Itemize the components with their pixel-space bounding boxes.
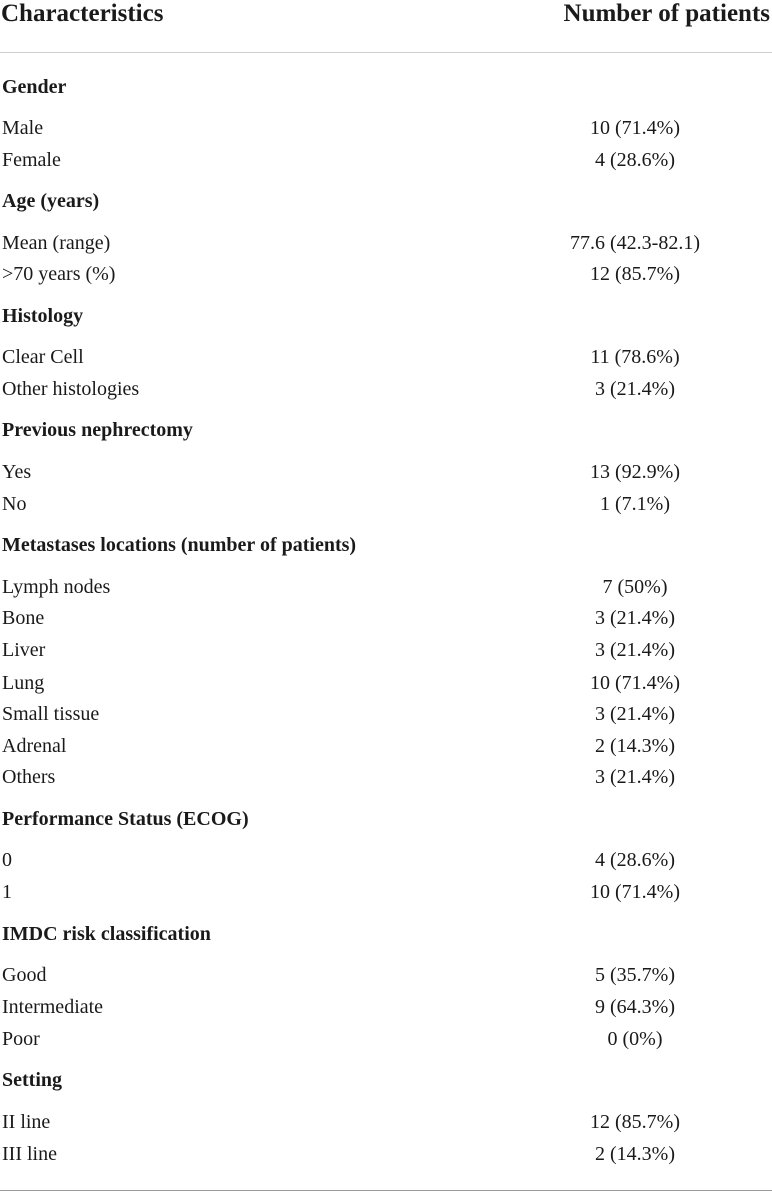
row-label: Other histologies [2,378,140,400]
table-row [0,145,772,175]
row-value: 11 (78.6%) [590,346,680,368]
row-label: IMDC risk classification [2,923,211,945]
row-label: Age (years) [2,190,100,212]
section-row-performance-status [0,804,772,834]
table-row [0,1024,772,1054]
row-value: 3 (21.4%) [595,766,675,788]
table-row [0,960,772,990]
table-row [0,572,772,602]
row-label: Good [2,964,47,986]
table-row [0,259,772,289]
row-value: 4 (28.6%) [595,849,675,871]
row-value: 3 (21.4%) [595,607,675,629]
table-row [0,635,772,665]
row-label: Metastases locations (number of patients) [2,534,357,556]
row-label: Female [2,149,61,171]
section-row-imdc-risk [0,919,772,949]
row-value: 13 (92.9%) [590,461,680,483]
row-value: 77.6 (42.3-82.1) [570,232,700,254]
section-row-previous-nephrectomy [0,415,772,445]
row-value: 3 (21.4%) [595,703,675,725]
table-row [0,731,772,761]
row-label: Lung [2,672,45,694]
row-value: 2 (14.3%) [595,735,675,757]
table-row [0,699,772,729]
table-row [0,762,772,792]
table-row [0,374,772,404]
row-value: 12 (85.7%) [590,1111,680,1133]
row-label: Performance Status (ECOG) [2,808,249,830]
row-value: 10 (71.4%) [590,672,680,694]
table-row [0,342,772,372]
section-row-setting [0,1065,772,1095]
row-value: 3 (21.4%) [595,639,675,661]
table-row [0,668,772,698]
row-label: 0 [2,849,12,871]
section-row-age [0,186,772,216]
header-characteristics: Characteristics [1,0,164,27]
row-value: 2 (14.3%) [595,1143,675,1165]
row-label: No [2,493,27,515]
row-value: 7 (50%) [602,576,668,598]
table-header [0,0,772,53]
row-label: Previous nephrectomy [2,419,193,441]
row-label: Yes [2,461,32,483]
row-label: Liver [2,639,46,661]
table-bottom-rule [0,1190,772,1191]
row-value: 10 (71.4%) [590,881,680,903]
table-row [0,489,772,519]
table-row [0,113,772,143]
row-value: 3 (21.4%) [595,378,675,400]
row-label: Histology [2,305,84,327]
row-label: Poor [2,1028,40,1050]
header-number-of-patients: Number of patients [563,0,770,27]
table-row [0,603,772,633]
section-row-metastases-locations [0,530,772,560]
row-label: II line [2,1111,51,1133]
table-row [0,1107,772,1137]
table-row [0,1139,772,1169]
row-value: 0 (0%) [607,1028,663,1050]
row-label: Male [2,117,44,139]
row-label: Setting [2,1069,62,1091]
row-label: III line [2,1143,57,1165]
row-value: 12 (85.7%) [590,263,680,285]
section-row-histology [0,301,772,331]
table-row [0,877,772,907]
row-label: Others [2,766,56,788]
row-label: Clear Cell [2,346,84,368]
row-value: 4 (28.6%) [595,149,675,171]
row-value: 9 (64.3%) [595,996,675,1018]
row-label: Mean (range) [2,232,111,254]
row-label: Bone [2,607,45,629]
row-label: Intermediate [2,996,104,1018]
row-label: 1 [2,881,12,903]
row-label: Lymph nodes [2,576,111,598]
table-row [0,457,772,487]
section-row-gender [0,72,772,102]
row-label: Gender [2,76,67,98]
table-row [0,228,772,258]
row-value: 5 (35.7%) [595,964,675,986]
table-row [0,845,772,875]
table-row [0,992,772,1022]
row-value: 1 (7.1%) [600,493,670,515]
row-label: Small tissue [2,703,100,725]
row-value: 10 (71.4%) [590,117,680,139]
row-label: Adrenal [2,735,67,757]
row-label: >70 years (%) [2,263,116,285]
